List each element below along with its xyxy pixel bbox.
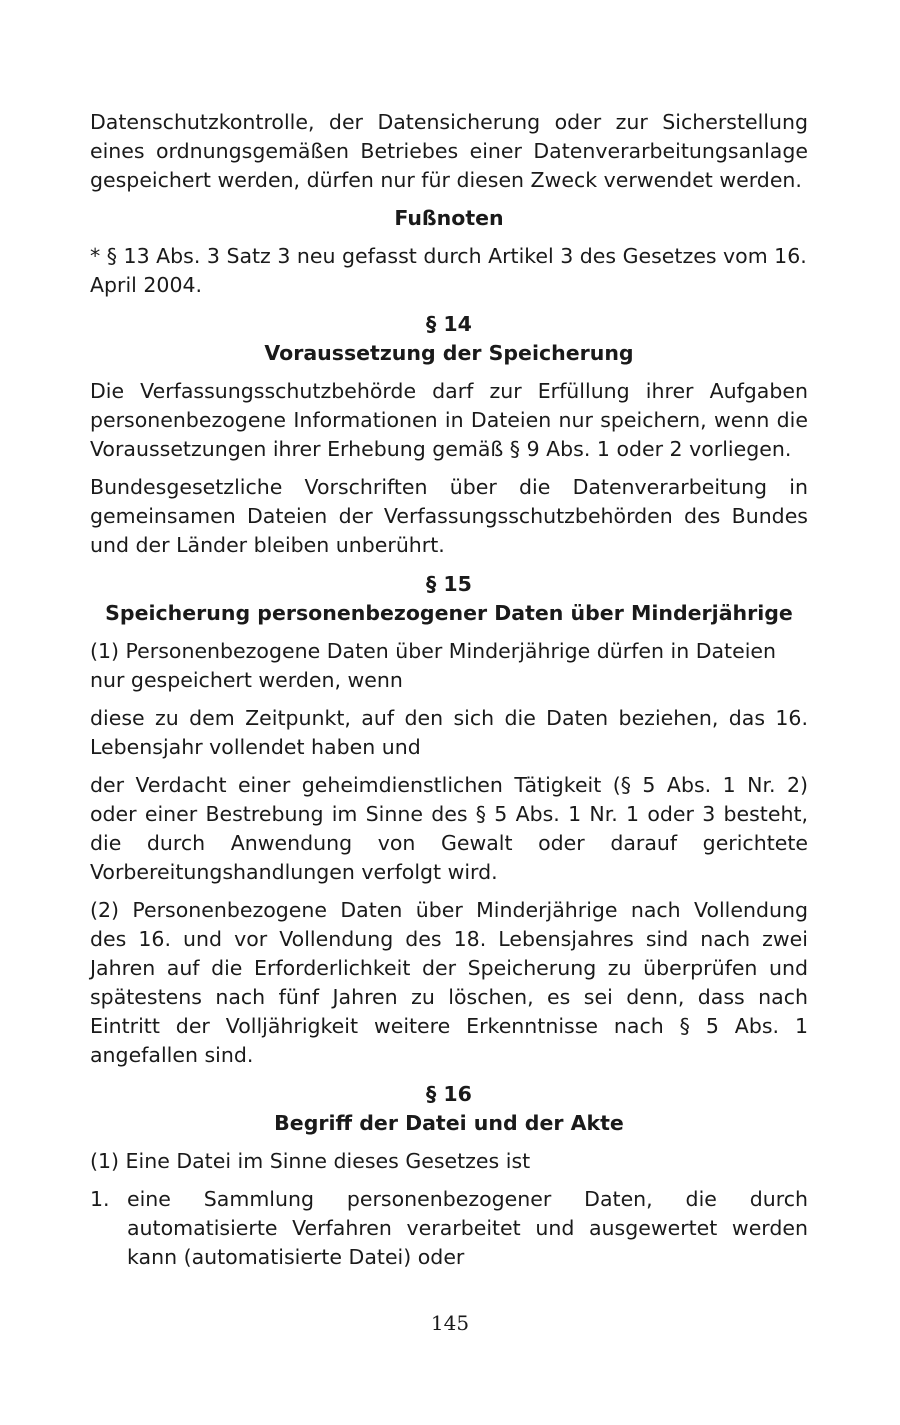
section-15-heading xyxy=(90,570,808,628)
list-item-number: 1. xyxy=(90,1187,110,1211)
section-14-title: Voraussetzung der Speicherung xyxy=(264,341,634,365)
footnote-text: * § 13 Abs. 3 Satz 3 neu gefasst durch Artikel 3 des Gesetzes vom 16. April 2004. xyxy=(90,244,807,297)
section-16-heading xyxy=(90,1080,808,1138)
document-page xyxy=(90,108,808,1281)
section-15-number: § 15 xyxy=(426,572,472,596)
section-15-paragraph-4: (2) Personenbezogene Daten über Minderjährige nach Vollendung des 16. und vor Vollendung des 18. Lebensjahres sind nach zwei Jahren auf die Erforderlichkeit der Speicherung zu überprüfen und spätestens nach fünf Jahren zu löschen, es sei denn, dass nach Eintritt der Volljährigkeit weitere Erkenntnisse nach § 5 Abs. 1 angefallen sind. xyxy=(90,898,808,1067)
list-item-text: eine Sammlung personenbezogener Daten, die durch automatisierte Verfahren verarbeitet und ausgewertet werden kann (automatisierte Datei) oder xyxy=(127,1187,808,1269)
section-15-paragraph-1: (1) Personenbezogene Daten über Minderjährige dürfen in Dateien nur gespeichert werden, wenn xyxy=(90,639,777,692)
section-16-title: Begriff der Datei und der Akte xyxy=(274,1111,624,1135)
section-14-paragraph-1: Die Verfassungsschutzbehörde darf zur Erfüllung ihrer Aufgaben personenbezogene Informationen in Dateien nur speichern, wenn die Voraussetzungen ihrer Erhebung gemäß § 9 Abs. 1 oder 2 vorliegen. xyxy=(90,379,808,461)
section-15-paragraph-2: diese zu dem Zeitpunkt, auf den sich die Daten beziehen, das 16. Lebensjahr vollendet haben und xyxy=(90,706,808,759)
section-15-title: Speicherung personenbezogener Daten über Minderjährige xyxy=(105,601,793,625)
continuation-paragraph: Datenschutzkontrolle, der Datensicherung oder zur Sicherstellung eines ordnungsgemäßen Betriebes einer Datenverarbeitungsanlage gespeichert werden, dürfen nur für diesen Zweck verwendet werden. xyxy=(90,110,808,192)
section-14-number: § 14 xyxy=(426,312,472,336)
footnotes-heading: Fußnoten xyxy=(394,206,504,230)
section-15-paragraph-3: der Verdacht einer geheimdienstlichen Tätigkeit (§ 5 Abs. 1 Nr. 2) oder einer Bestrebung im Sinne des § 5 Abs. 1 Nr. 1 oder 3 besteht, die durch Anwendung von Gewalt oder darauf gerichtete Vorbereitungshandlungen verfolgt wird. xyxy=(90,773,808,884)
list-item xyxy=(90,1185,808,1272)
page-number: 145 xyxy=(430,1311,470,1335)
section-16-paragraph-1: (1) Eine Datei im Sinne dieses Gesetzes ist xyxy=(90,1149,531,1173)
section-14-paragraph-2: Bundesgesetzliche Vorschriften über die Datenverarbeitung in gemeinsamen Dateien der Verfassungsschutzbehörden des Bundes und der Länder bleiben unberührt. xyxy=(90,475,808,557)
section-14-heading xyxy=(90,310,808,368)
section-16-number: § 16 xyxy=(426,1082,472,1106)
